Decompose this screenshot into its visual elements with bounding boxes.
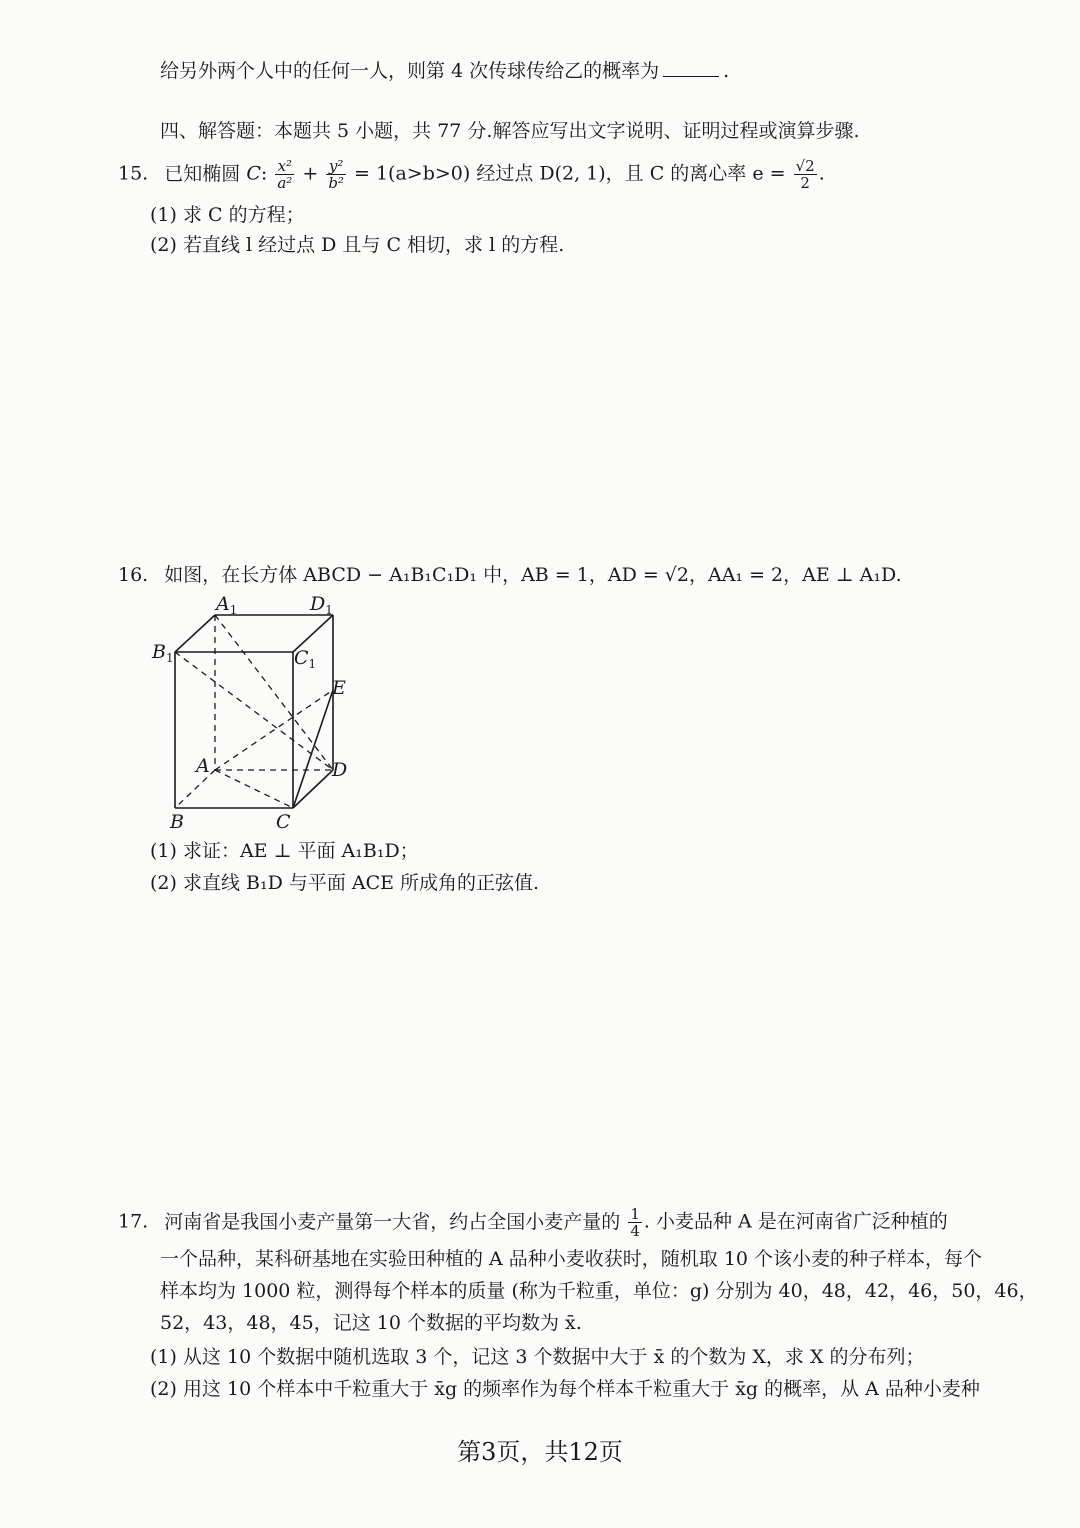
q16-stem	[118, 562, 902, 588]
label-c1: C	[294, 647, 309, 669]
q16-number: 16.	[118, 564, 149, 586]
label-b: B	[170, 811, 184, 833]
q17-part1: (1) 从这 10 个数据中随机选取 3 个，记这 3 个数据中大于 x̄ 的个数为 X，求 X 的分布列；	[150, 1346, 925, 1368]
q15-frac-y: $\frac{\text{y²}}{\text{b²}}$	[328, 157, 344, 192]
q17-part2: (2) 用这 10 个样本中千粒重大于 x̄g 的频率作为每个样本千粒重大于 x̄g 的概率，从 A 品种小麦种	[150, 1378, 980, 1400]
q17-line1a: 河南省是我国小麦产量第一大省，约占全国小麦产量的	[164, 1210, 621, 1233]
q17-line1b: . 小麦品种 A 是在河南省广泛种植的	[643, 1210, 948, 1233]
svg-text:A1: $A_1$	[216, 593, 238, 617]
q15-stem: 15. 已知椭圆 C: $\frac{\text{x²}}{\text{a²}}$ + $\frac{\text{y²}}{\text{b²}}$ = 1(a>b>0) 经过点 D(2, 1)，且 C 的离心率 e = $\frac{√2}{2}$ .	[118, 157, 825, 192]
page-footer: 第3页，共12页	[457, 1438, 623, 1466]
q16-stem-text: 如图，在长方体 ABCD − A₁B₁C₁D₁ 中，AB = 1，AD = √2，AA₁ = 2，AE ⊥ A₁D.	[164, 564, 902, 586]
q14-tail-text: 给另外两个人中的任何一人，则第 4 次传球传给乙的概率为	[160, 60, 660, 82]
label-b1: B	[152, 641, 166, 663]
q17-number: 17.	[118, 1210, 149, 1233]
q17-frac: $\frac{1}{4}$	[630, 1205, 640, 1240]
q14-tail	[160, 58, 729, 84]
label-c: C	[276, 811, 291, 833]
q16-part1: (1) 求证：AE ⊥ 平面 A₁B₁D；	[150, 840, 419, 862]
label-e: E	[332, 677, 346, 699]
q15-part2: (2) 若直线 l 经过点 D 且与 C 相切，求 l 的方程.	[150, 234, 565, 256]
q15-frac-e: $\frac{√2}{2}$	[795, 157, 815, 192]
q15-c: C	[246, 162, 261, 185]
label-d: D	[332, 759, 348, 781]
label-d1: D	[310, 593, 326, 615]
q15-eq-rhs: = 1(a>b>0) 经过点 D(2, 1)，且 C 的离心率 e =	[353, 162, 786, 185]
label-a1: A	[216, 593, 230, 615]
answer-blank	[663, 58, 719, 77]
q15-stem-a: 已知椭圆	[164, 162, 241, 185]
q15-frac-x: $\frac{\text{x²}}{\text{a²}}$	[277, 157, 293, 192]
label-a: A	[196, 755, 210, 777]
svg-text:D1: $D_1$	[310, 593, 333, 617]
q17-line4: 52，43，48，45，记这 10 个数据的平均数为 x̄.	[160, 1312, 582, 1334]
section-heading: 四、解答题：本题共 5 小题，共 77 分.解答应写出文字说明、证明过程或演算步骤.	[160, 120, 860, 142]
q15-part1: (1) 求 C 的方程；	[150, 204, 305, 226]
q17-line3: 样本均为 1000 粒，测得每个样本的质量 (称为千粒重，单位：g) 分别为 40，48，42，46，50，46，	[160, 1280, 1038, 1302]
q16-part2: (2) 求直线 B₁D 与平面 ACE 所成角的正弦值.	[150, 872, 540, 894]
q17-line1	[118, 1206, 948, 1239]
svg-text:C1: $C_1$	[294, 647, 317, 671]
q14-tail-end: .	[723, 60, 730, 82]
cuboid-figure	[140, 590, 380, 840]
q15-number: 15.	[118, 162, 149, 185]
q17-line2: 一个品种，某科研基地在实验田种植的 A 品种小麦收获时，随机取 10 个该小麦的种子样本，每个	[160, 1248, 983, 1270]
svg-text:B1: $B_1$	[152, 641, 174, 665]
